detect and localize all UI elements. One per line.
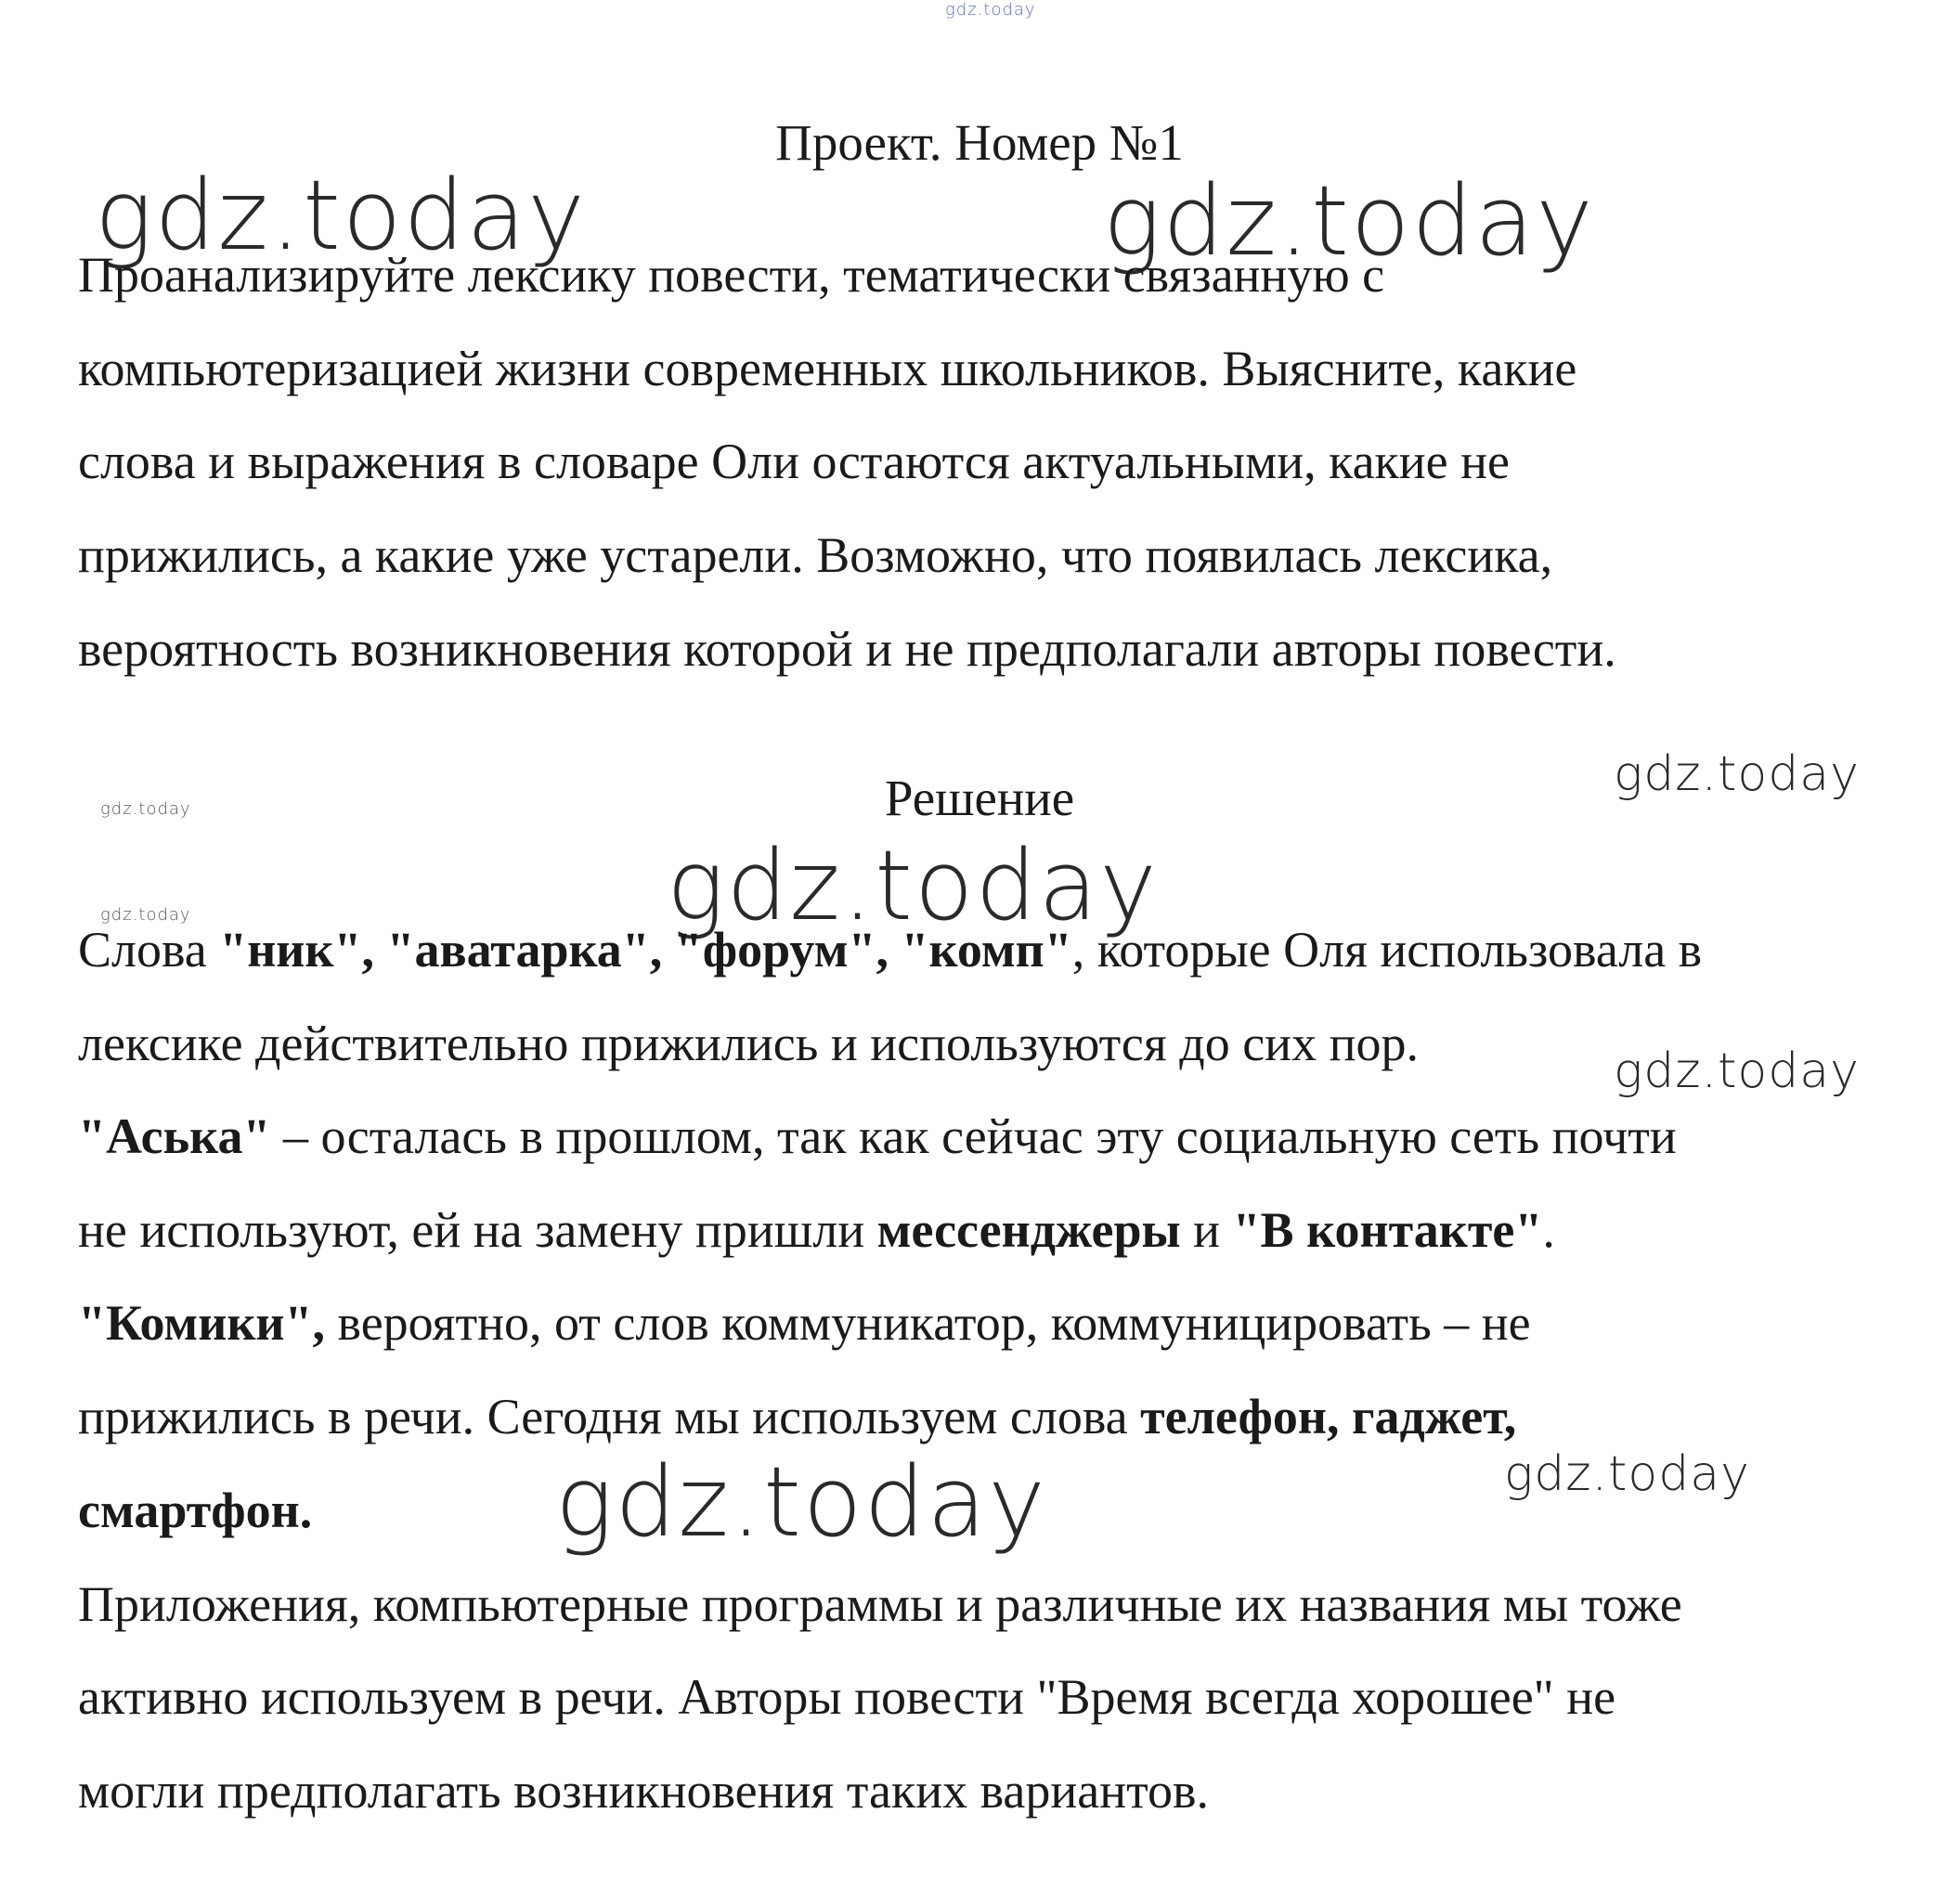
task-line: слова и выражения в словаре Оли остаются актуальными, какие не [78,434,1511,489]
watermark-small-1: gdz.today [100,799,191,819]
solution-line [78,1576,1682,1632]
solution-line [78,1763,1209,1819]
solution-heading: Решение [884,770,1075,826]
solution-line [78,922,1702,978]
solution-line [78,1669,1615,1725]
bold-term: телефон, гаджет, [1140,1389,1517,1444]
solution-line [78,1016,1419,1071]
text-run: – осталась в прошлом, так как сейчас эту социальную сеть почти [270,1108,1677,1164]
text-run: вероятно, от слов коммуникатор, коммуницировать – не [325,1295,1531,1351]
text-run: не используют, ей на замену пришли [78,1202,877,1258]
bold-term: смартфон. [78,1483,313,1538]
bold-term: "Аська" [78,1108,271,1164]
watermark-top: gdz.today [945,0,1036,19]
watermark-large-2: gdz.today [1103,164,1595,278]
text-run: и [1180,1202,1233,1258]
watermark-large-3: gdz.today [667,829,1159,942]
task-line: прижились, а какие уже устарели. Возможно, что появилась лексика, [78,527,1553,583]
solution-line [78,1202,1555,1258]
text-run: , которые Оля использовала в [1071,922,1703,978]
watermark-large-4: gdz.today [555,1445,1047,1559]
solution-line [78,1295,1531,1351]
watermark-medium-1: gdz.today [1614,746,1860,802]
watermark-small-2: gdz.today [100,905,191,925]
text-run: . [1542,1202,1555,1258]
watermark-large-1: gdz.today [95,159,587,272]
task-line: вероятность возникновения которой и не предполагали авторы повести. [78,621,1616,677]
text-run: Приложения, компьютерные программы и различные их названия мы тоже [78,1576,1682,1632]
solution-line [78,1108,1677,1164]
task-line: компьютеризацией жизни современных школьников. Выясните, какие [78,341,1577,396]
solution-line [78,1483,312,1538]
bold-term: "Комики", [78,1295,326,1351]
solution-line [78,1389,1516,1444]
text-run: активно используем в речи. Авторы повести "Время всегда хорошее" не [78,1669,1616,1725]
watermark-medium-2: gdz.today [1614,1043,1860,1099]
watermark-medium-3: gdz.today [1504,1446,1750,1502]
bold-term: мессенджеры [876,1202,1181,1258]
text-run: Слова [78,922,220,978]
page-title: Проект. Номер №1 [775,114,1184,171]
text-run: лексике действительно прижились и используются до сих пор. [78,1016,1419,1071]
task-line: Проанализируйте лексику повести, тематически связанную с [78,247,1385,303]
bold-term: "ник", "аватарка", "форум", "комп" [219,922,1072,978]
text-run: прижились в речи. Сегодня мы используем слова [78,1389,1141,1444]
text-run: могли предполагать возникновения таких вариантов. [78,1763,1210,1819]
bold-term: "В контакте" [1232,1202,1543,1258]
